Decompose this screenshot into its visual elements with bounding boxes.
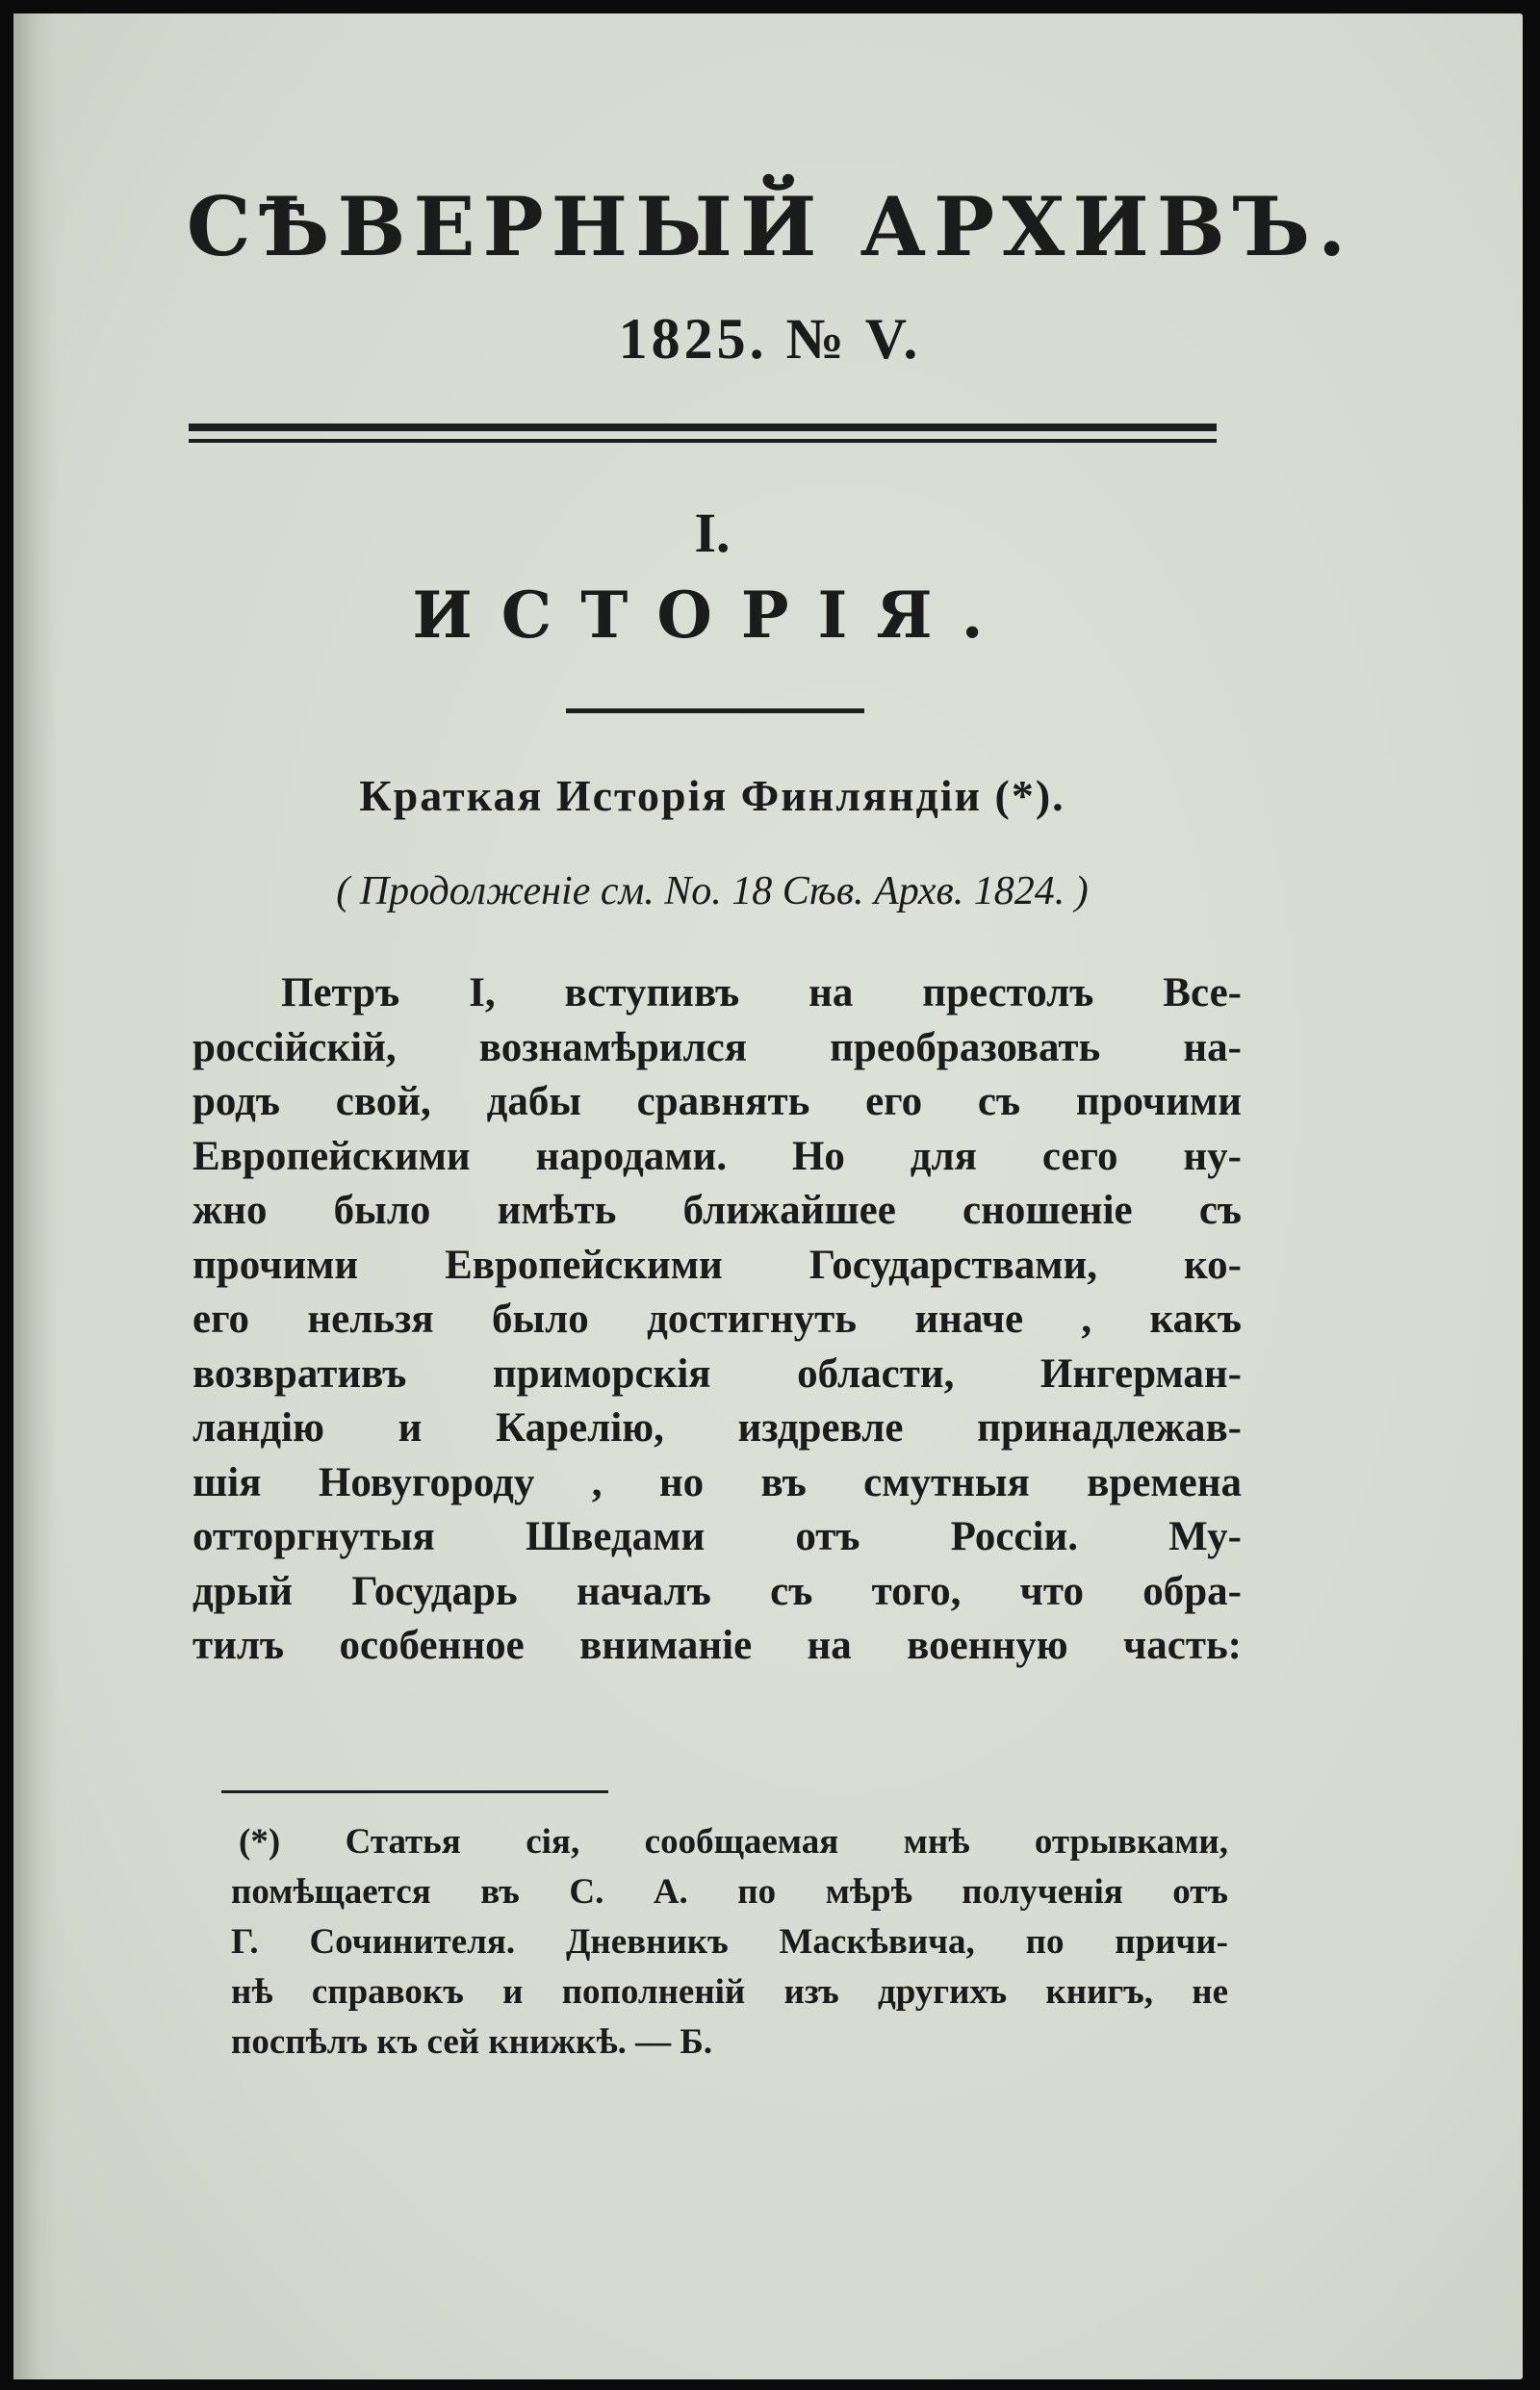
footnote-separator: [221, 1790, 608, 1793]
header-rule-thin: [189, 439, 1217, 443]
footnote-line: помѣщается въ С. А. по мѣрѣ полученія отъ: [231, 1872, 1228, 1912]
body-line: прочими Европейскими Государствами, ко-: [192, 1242, 1242, 1288]
article-title: Краткая Исторія Финляндіи (*).: [359, 771, 1065, 820]
body-line: жно было имѣть ближайшее сношеніе съ: [192, 1188, 1242, 1233]
issue-number: 1825. № V.: [618, 307, 922, 371]
continuation-note: ( Продолженіе см. No. 18 Сѣв. Архв. 1824. ): [336, 869, 1089, 913]
footnote-line: поспѣлъ къ сей книжкѣ. — Б.: [231, 2022, 713, 2062]
body-line: Петръ I, вступивъ на престолъ Все-: [281, 970, 1242, 1015]
body-line: тилъ особенное вниманіе на военную часть:: [192, 1623, 1242, 1668]
section-number: I.: [694, 501, 731, 564]
body-line: дрый Государь началъ съ того, что обра-: [192, 1568, 1242, 1614]
footnote-line: нѣ справокъ и пополненій изъ другихъ книгъ, не: [231, 1972, 1228, 2012]
body-line: россійскій, вознамѣрился преобразовать на-: [192, 1024, 1242, 1070]
body-line: родъ свой, дабы сравнять его съ прочими: [192, 1079, 1242, 1124]
article-body: [192, 966, 1242, 1674]
body-line: ландію и Карелію, издревле принадлежав-: [192, 1405, 1242, 1451]
section-divider: [566, 708, 864, 713]
footnote: [231, 1817, 1228, 2068]
body-line: его нельзя было достигнуть иначе , какъ: [192, 1297, 1242, 1342]
journal-title: СѢВЕРНЫЙ АРХИВЪ.: [186, 179, 1354, 274]
body-line: возвративъ приморскія области, Ингерман-: [192, 1350, 1242, 1397]
section-title: ИСТОРІЯ.: [412, 578, 1013, 653]
footnote-line: (*) Статья сія, сообщаемая мнѣ отрывками,: [239, 1822, 1228, 1862]
header-rule-thick: [189, 424, 1217, 431]
footnote-line: Г. Сочинителя. Дневникъ Маскѣвича, по причи-: [231, 1922, 1228, 1962]
body-line: Европейскими народами. Но для сего ну-: [192, 1133, 1242, 1179]
body-line: отторгнутыя Шведами отъ Россіи. Му-: [192, 1514, 1242, 1559]
body-line: шія Новугороду , но въ смутныя времена: [192, 1459, 1242, 1505]
